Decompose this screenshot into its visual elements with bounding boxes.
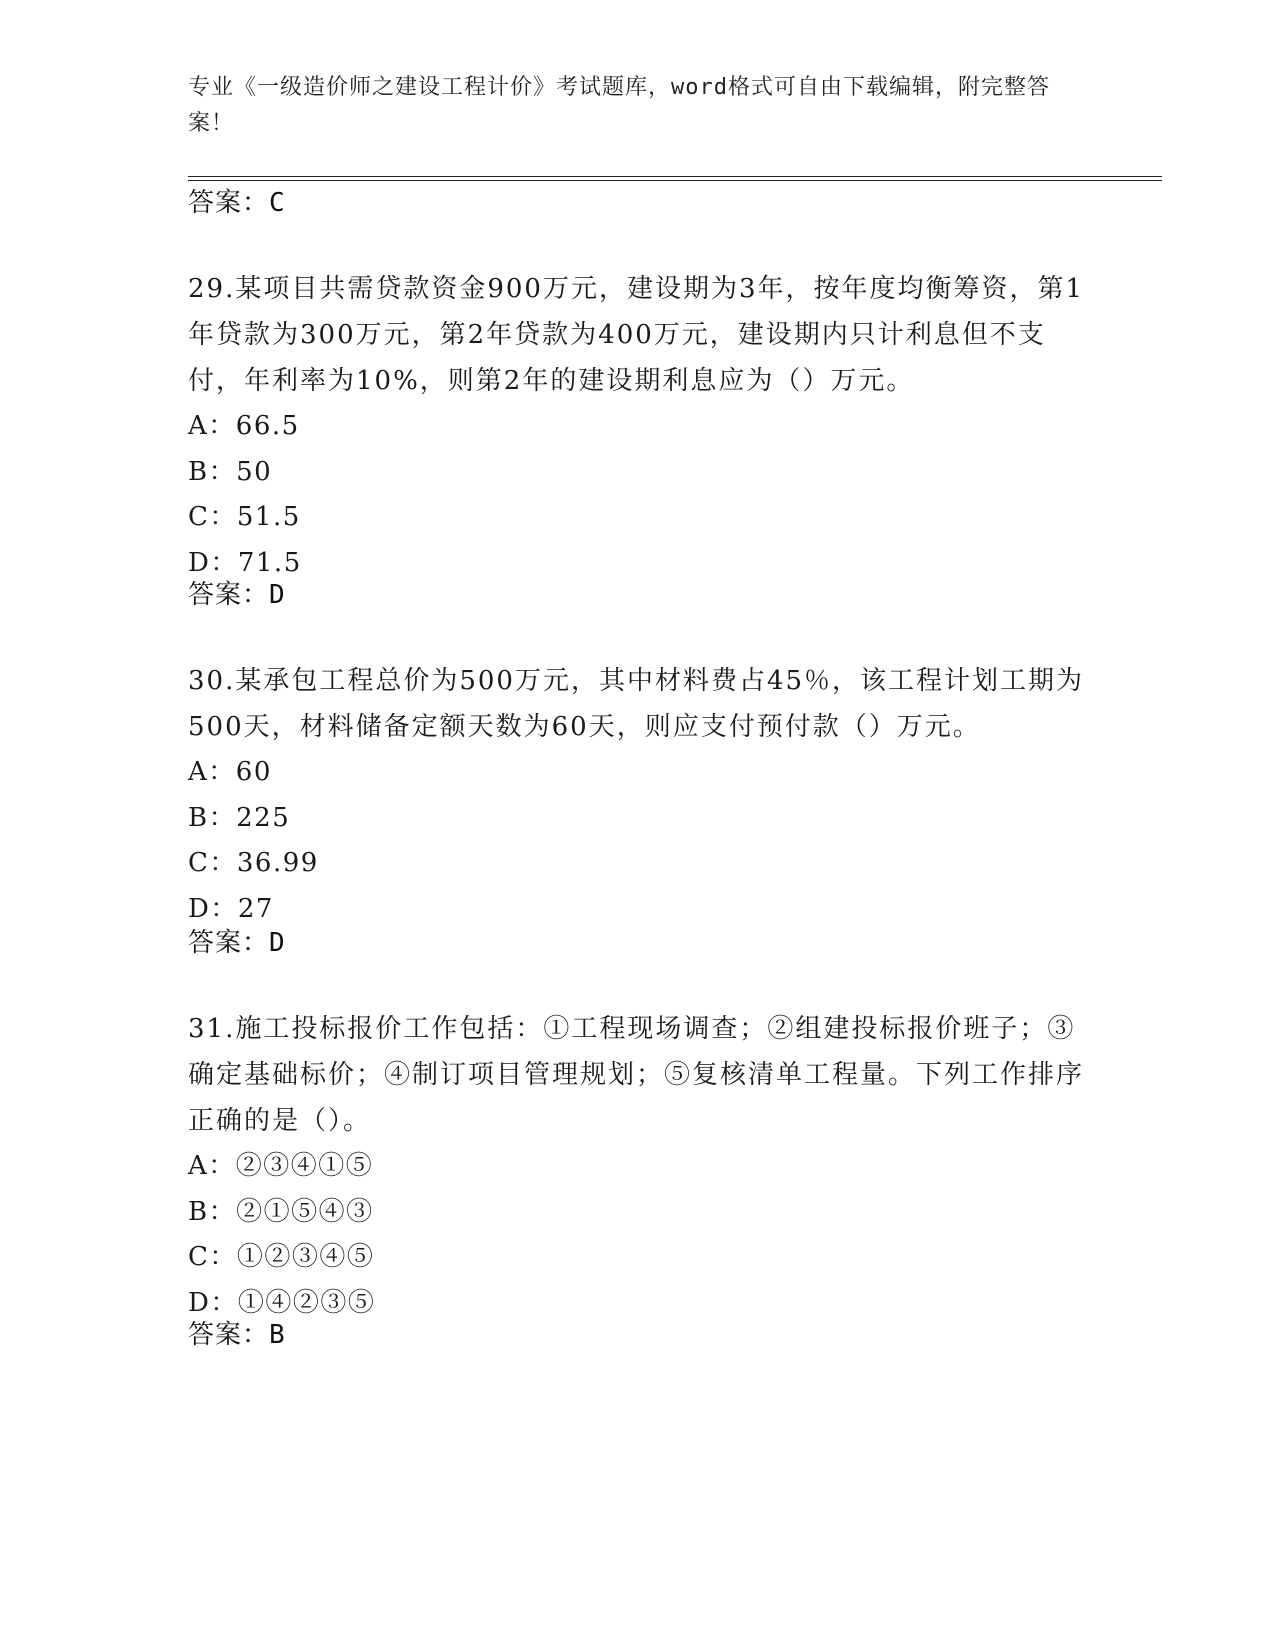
question-stem: 30.某承包工程总价为500万元，其中材料费占45％，该工程计划工期为500天，材料储备定额天数为60天，则应支付预付款（）万元。 (188, 666, 1085, 742)
question-31 (188, 1006, 1088, 1326)
question-stem: 29.某项目共需贷款资金900万元，建设期为3年，按年度均衡筹资，第1年贷款为300万元，第2年贷款为400万元，建设期内只计利息但不支付，年利率为10%，则第2年的建设期利息应为（）万元。 (188, 274, 1085, 396)
option-a: A：60 (188, 757, 272, 787)
header-divider (188, 176, 1162, 181)
option-b: B：②①⑤④③ (188, 1196, 374, 1227)
option-d: D：27 (188, 893, 274, 924)
option-b: B：225 (188, 802, 291, 833)
answer-30: 答案：D (188, 928, 286, 958)
option-c: C：51.5 (188, 502, 301, 532)
answer-29: 答案：D (188, 580, 286, 610)
question-29 (188, 266, 1088, 586)
option-c: C：①②③④⑤ (188, 1242, 375, 1272)
option-d: D：①④②③⑤ (188, 1287, 376, 1318)
option-d: D：71.5 (188, 547, 302, 578)
answer-31: 答案：B (188, 1320, 286, 1350)
option-b: B：50 (188, 456, 273, 487)
previous-answer: 答案：C (188, 188, 286, 218)
question-stem: 31.施工投标报价工作包括：①工程现场调查；②组建投标报价班子；③确定基础标价；④制订项目管理规划；⑤复核清单工程量。下列工作排序正确的是（）。 (188, 1014, 1085, 1136)
option-a: A：66.5 (188, 411, 300, 441)
option-a: A：②③④①⑤ (188, 1151, 374, 1181)
page-header: 专业《一级造价师之建设工程计价》考试题库，word格式可自由下载编辑，附完整答案！ (188, 75, 1050, 136)
option-c: C：36.99 (188, 848, 319, 878)
question-30 (188, 658, 1088, 932)
